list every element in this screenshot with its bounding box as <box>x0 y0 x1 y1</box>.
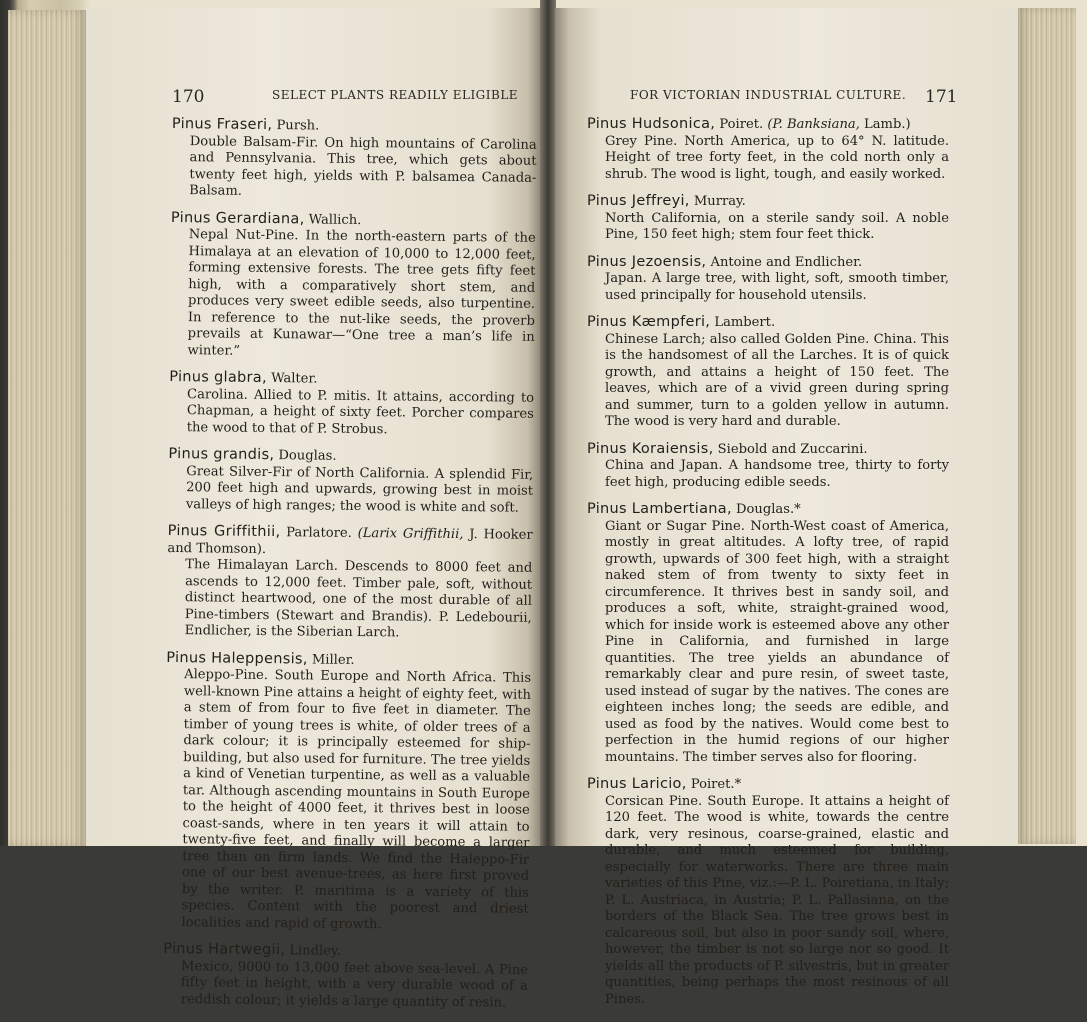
species-authority: Miller. <box>311 651 355 668</box>
entry <box>169 209 536 362</box>
species-authority: Douglas. <box>278 448 337 464</box>
species-name: Pinus Gerardiana, <box>170 209 305 227</box>
species-name: Pinus grandis, <box>168 445 275 464</box>
entry <box>587 254 949 305</box>
entry-text: Nepal Nut-Pine. In the north-eastern parts of the Himalaya at an elevation of 10,000 to 12,000 feet, forming extensive forests. The tree gets fifty feet high, with a comparatively short stem, and produces very sweet edible seeds, also turpentine. In reference to the nut-like seeds, the proverb prevails at Kunawar—“One tree a man’s life in winter.” <box>187 227 536 359</box>
entry <box>587 501 949 766</box>
entry-text: Corsican Pine. South Europe. It attains a height of 120 feet. The wood is white, towards the centre dark, very resinous, coarse-grained, elastic and durable, and much esteemed for building, especially for waterworks. There are three main varieties of this Pine, viz.:—P. L. Poiretiana, in Italy; P. L. Austriaca, in Austria; P. L. Pallasiana, on the borders of the Black Sea. The tree grows best in calcareous soil, but also in poor sandy soil, where, however, the timber is not so large nor so good. It yields all the products of P. silvestris, but in greater quantities, being perhaps the most resinous of all Pines. <box>605 793 949 1007</box>
right-page <box>555 8 1018 1007</box>
synonym-authority: Lamb.) <box>864 117 911 132</box>
species-name: Pinus Lambertiana, <box>587 501 732 517</box>
species-authority: Pursh. <box>276 118 320 134</box>
species-authority: Poiret.* <box>690 777 742 792</box>
species-authority: Murray. <box>693 194 746 209</box>
species-authority: Antoine and Endlicher. <box>710 254 863 270</box>
book-gutter <box>540 0 556 846</box>
left-page-edges <box>8 10 86 846</box>
species-authority: Lambert. <box>714 315 776 330</box>
entry-text: Chinese Larch; also called Golden Pine. China. This is the handsomest of all the Larches. It is of quick growth, and attains a height of 150 feet. The leaves, which are of a vivid green during spring and summer, turn to a golden yellow in autumn. The wood is very hard and durable. <box>605 331 949 429</box>
right-page-edges <box>1018 8 1076 844</box>
right-page-content <box>587 116 949 1018</box>
entry-text: Great Silver-Fir of North California. A splendid Fir, 200 feet high and upwards, growing best in moist valleys of high ranges; the wood is white and soft. <box>185 463 534 516</box>
species-name: Pinus Koraiensis, <box>587 440 714 457</box>
entry-text: Aleppo-Pine. South Europe and North Africa. This well-known Pine attains a height of eighty feet, with a stem of from four to five feet in diameter. The timber of young trees is white, of older trees of a dark colour; it is principally esteemed for ship-building, but also used for furniture. The tree yields a kind of Venetian turpentine, as well as a valuable tar. Although ascending mountains in South Europe to the height of 4000 feet, it thrives best in loose coast-sands, where in ten years it will attain to twenty-five feet, and finally will become a larger tree than on firm lands. We find the Haleppo-Fir one of our best avenue-trees, as here first proved by the writer. P. maritima is a variety of this species. Content with the poorest and driest localities and rapid of growth. <box>181 667 532 932</box>
species-name: Pinus Jezoensis, <box>587 253 707 270</box>
entry-text: Japan. A large tree, with light, soft, smooth timber, used principally for household utensils. <box>605 271 949 303</box>
entry <box>587 776 949 1008</box>
entry <box>171 116 537 203</box>
species-name: Pinus Griffithii, <box>167 522 281 541</box>
species-authority: Walter. <box>271 371 318 387</box>
species-name: Pinus Fraseri, <box>171 116 273 134</box>
species-synonym: (Larix Griffithii, <box>357 525 464 543</box>
entry <box>163 649 531 934</box>
species-name: Pinus Kæmpferi, <box>587 314 711 330</box>
species-name: Pinus Hudsonica, <box>587 116 716 132</box>
entry-text: Grey Pine. North America, up to 64° N. latitude. Height of tree forty feet, in the cold north only a shrub. The wood is light, tough, and easily worked. <box>605 133 949 182</box>
species-authority: Lindley. <box>289 943 341 959</box>
species-synonym: (P. Banksiana, <box>767 117 860 132</box>
entry <box>168 446 534 517</box>
right-page-number: 171 <box>925 87 958 107</box>
entry <box>167 523 533 643</box>
synonym-authority: J. Hooker and Thomson). <box>167 527 533 557</box>
species-authority: Poiret. <box>719 117 764 132</box>
left-page <box>86 8 541 1011</box>
species-name: Pinus glabra, <box>169 368 268 387</box>
species-name: Pinus Jeffreyi, <box>587 193 690 209</box>
species-authority: Siebold and Zuccarini. <box>717 441 868 457</box>
species-authority: Douglas.* <box>736 502 801 517</box>
entry-text: China and Japan. A handsome tree, thirty to forty feet high, producing edible seeds. <box>605 458 949 490</box>
entry <box>587 314 949 431</box>
left-running-head: SELECT PLANTS READILY ELIGIBLE <box>272 88 519 102</box>
species-name: Pinus Hartwegii, <box>163 940 286 959</box>
entry-text: Carolina. Allied to P. mitis. It attains, according to Chapman, a height of sixty feet. Porcher compares the wood to that of P. Strobus. <box>186 386 535 437</box>
entry-text: Double Balsam-Fir. On high mountains of Carolina and Pennsylvania. This tree, which gets about twenty feet high, yields with P. balsamea Canada-Balsam. <box>189 133 537 199</box>
species-authority: Wallich. <box>308 211 362 228</box>
entry <box>587 441 949 492</box>
entry <box>587 193 949 244</box>
species-name: Pinus Laricio, <box>587 776 687 792</box>
entry-text: Mexico, 9000 to 13,000 feet above sea-level. A Pine fifty feet in height, with a very durable wood of a reddish colour; it yields a large quantity of resin. <box>180 958 529 1011</box>
right-running-head: FOR VICTORIAN INDUSTRIAL CULTURE. <box>630 88 907 102</box>
left-page-content <box>163 116 537 1022</box>
entry <box>587 116 949 183</box>
entry <box>163 941 529 1012</box>
species-name: Pinus Haleppensis, <box>166 649 308 667</box>
left-page-number: 170 <box>172 87 205 107</box>
entry-text: North California, on a sterile sandy soil. A noble Pine, 150 feet high; stem four feet thick. <box>605 210 949 242</box>
entry <box>169 369 535 440</box>
entry-text: Giant or Sugar Pine. North-West coast of America, mostly in great altitudes. A lofty tree, of rapid growth, upwards of 300 feet high, with a straight naked stem of from twenty to sixty feet in circumference. It thrives best in sandy soil, and produces a soft, white, straight-grained wood, which for inside work is esteemed above any other Pine in California, and furnished in large quantities. The tree yields an abundance of remarkably clear and pure resin, of sweet taste, used instead of sugar by the natives. The cones are eighteen inches long; the seeds are edible, and used as food by the natives. Would come best to perfection in the humid regions of our higher mountains. The timber serves also for flooring. <box>605 518 949 765</box>
species-authority: Parlatore. <box>286 525 352 541</box>
entry-text: The Himalayan Larch. Descends to 8000 feet and ascends to 12,000 feet. Timber pale, soft, without distinct heartwood, one of the most durable of all Pine-timbers (Stewart and Brandis). P. Ledebourii, Endlicher, is the Siberian Larch. <box>184 557 533 641</box>
